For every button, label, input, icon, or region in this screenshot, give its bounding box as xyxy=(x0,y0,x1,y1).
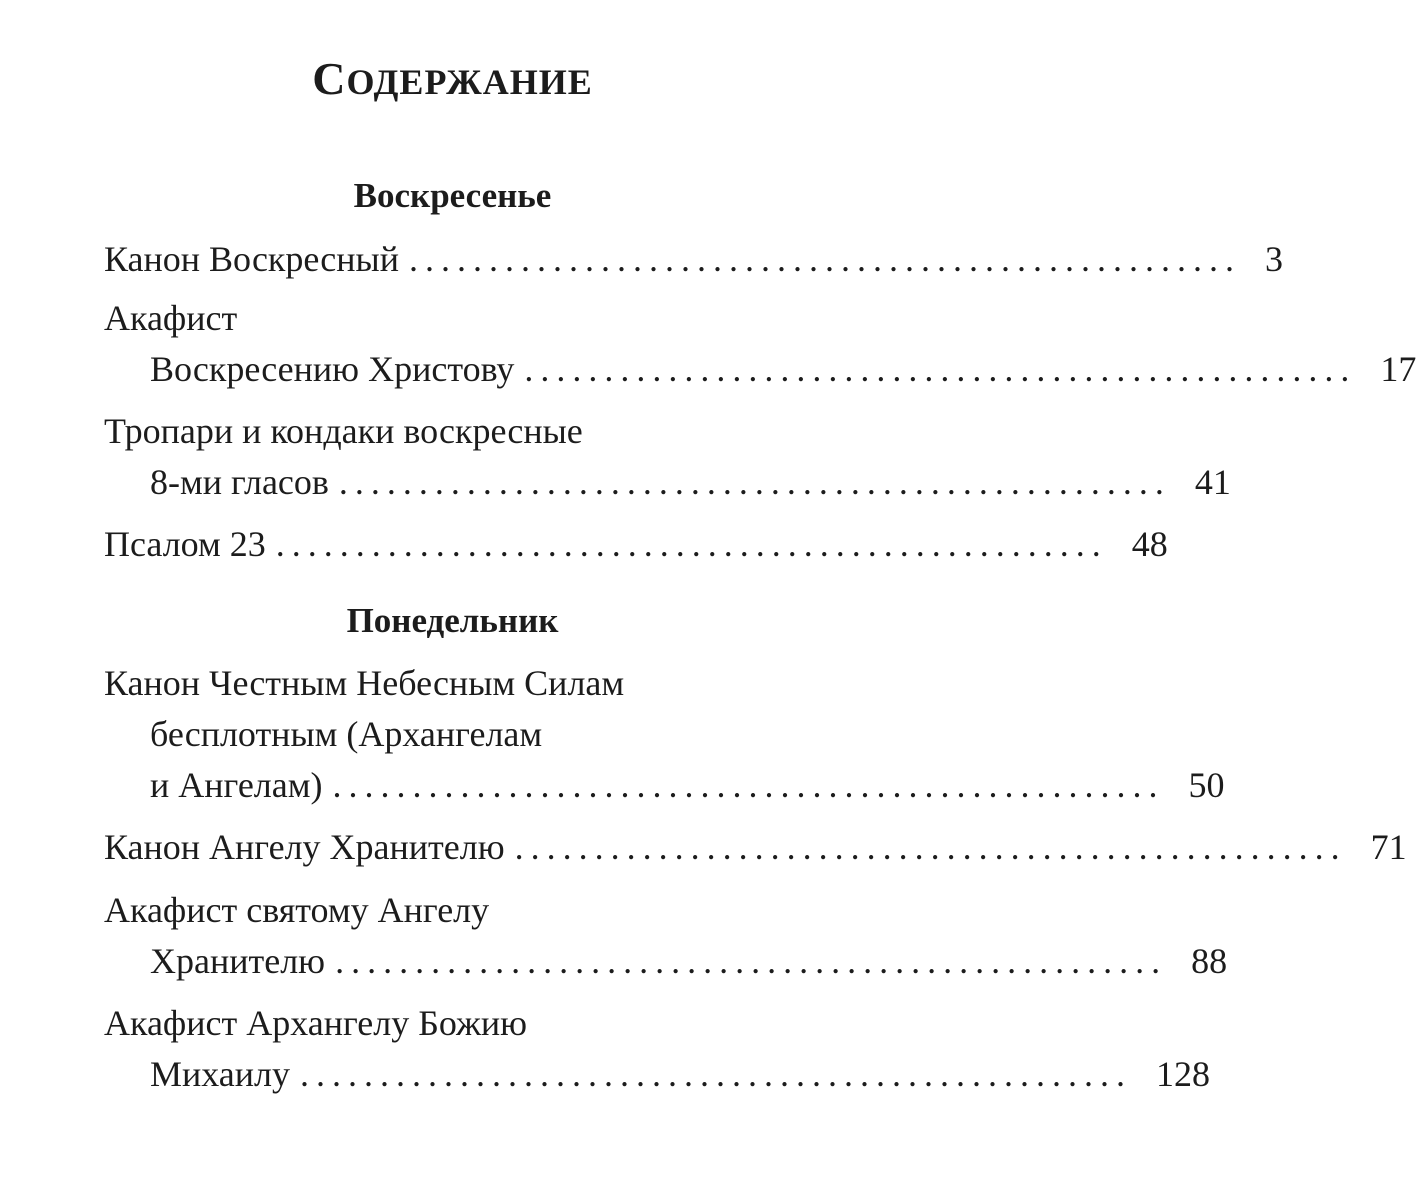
section-heading: Воскресенье xyxy=(353,176,552,215)
toc-entry-title: Воскресению Христову xyxy=(150,349,515,389)
toc-entry[interactable] xyxy=(150,460,1231,504)
toc-entry[interactable] xyxy=(104,522,1168,566)
toc-entry[interactable] xyxy=(150,763,1225,807)
toc-page-number: 3 xyxy=(1265,239,1283,279)
leader-dots: .................................................... xyxy=(409,239,1241,279)
page-title: СОДЕРЖАНИЕ xyxy=(312,53,593,104)
toc-entry-title: Хранителю xyxy=(150,941,326,981)
leader-dots: .................................................... xyxy=(335,941,1168,981)
toc-page-number: 41 xyxy=(1194,462,1231,502)
leader-dots: .................................................... xyxy=(275,524,1108,564)
toc-entry-title: Михаилу xyxy=(150,1054,291,1094)
toc-entry-title: Акафист Архангелу Божию xyxy=(104,1003,528,1043)
leader-dots: .................................................... xyxy=(338,462,1171,502)
toc-entry[interactable] xyxy=(150,347,1416,391)
toc-entry-title: бесплотным (Архангелам xyxy=(150,714,543,754)
toc-page-number: 50 xyxy=(1188,765,1225,805)
toc-page-number: 88 xyxy=(1191,941,1228,981)
toc-entry[interactable] xyxy=(104,237,1283,281)
toc-entry-title: Акафист святому Ангелу xyxy=(104,890,490,930)
toc-page-number: 71 xyxy=(1370,827,1407,867)
toc-entry-title: 8-ми гласов xyxy=(150,462,329,502)
toc-entry-title: Псалом 23 xyxy=(104,524,266,564)
toc-entry-title: Канон Воскресный xyxy=(104,239,399,279)
toc-entry-title: Канон Ангелу Хранителю xyxy=(104,827,505,867)
toc-page-number: 48 xyxy=(1131,524,1168,564)
toc-page-number: 128 xyxy=(1156,1054,1211,1094)
leader-dots: .................................................... xyxy=(524,349,1357,389)
leader-dots: .................................................... xyxy=(300,1054,1133,1094)
toc-entry-title: Тропари и кондаки воскресные xyxy=(104,411,583,451)
toc-entry[interactable] xyxy=(150,939,1228,983)
section-heading: Понедельник xyxy=(346,601,559,640)
toc-entry-title: Акафист xyxy=(104,298,238,338)
toc-entry[interactable] xyxy=(104,825,1407,869)
toc-page-number: 17 xyxy=(1380,349,1416,389)
leader-dots: .................................................... xyxy=(514,827,1347,867)
toc-entry[interactable] xyxy=(150,1052,1211,1096)
leader-dots: .................................................... xyxy=(332,765,1165,805)
toc-entry-title: и Ангелам) xyxy=(150,765,323,805)
toc-entry-title: Канон Честным Небесным Силам xyxy=(104,663,625,703)
